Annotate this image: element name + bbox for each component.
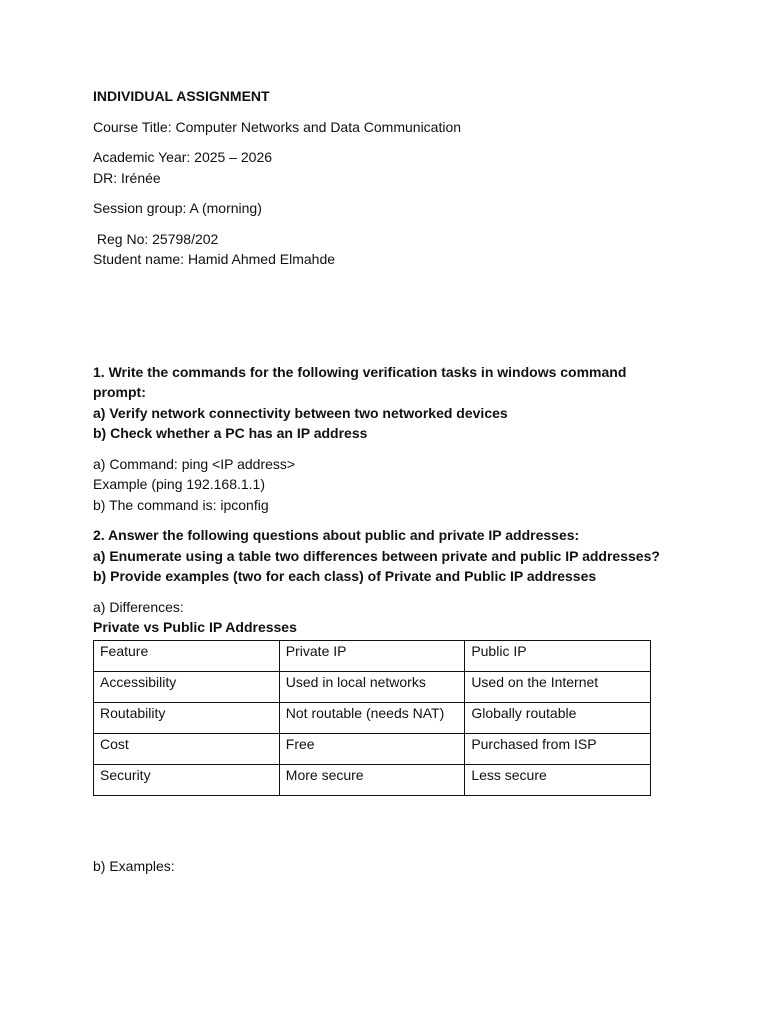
answer-2-examples-label: b) Examples: [93, 857, 175, 874]
answer-1-example: Example (ping 192.168.1.1) [93, 476, 265, 492]
table-row [94, 671, 651, 702]
comparison-table [93, 640, 651, 796]
question-1-prompt: 1. Write the commands for the following verification tasks in windows command prompt: [93, 363, 627, 400]
question-2-part-b: b) Provide examples (two for each class) of Private and Public IP addresses [93, 568, 597, 584]
vertical-spacer [93, 270, 673, 352]
table-cell: Security [94, 764, 280, 795]
question-2-prompt: 2. Answer the following questions about public and private IP addresses: [93, 527, 580, 543]
table-cell: Globally routable [465, 702, 651, 733]
question-1 [93, 362, 673, 444]
course-title: Course Title: Computer Networks and Data Communication [93, 118, 462, 135]
table-cell: Used on the Internet [465, 671, 651, 702]
table-cell: Free [279, 733, 465, 764]
instructor-name: DR: Irénée [93, 169, 161, 186]
document-page [93, 86, 673, 876]
table-cell: Routability [94, 702, 280, 733]
table-cell: Purchased from ISP [465, 733, 651, 764]
table-header-row [94, 640, 651, 671]
session-group: Session group: A (morning) [93, 200, 262, 216]
academic-year: Academic Year: 2025 – 2026 [93, 149, 273, 165]
registration-number: Reg No: 25798/202 [93, 230, 219, 247]
table-cell: Less secure [465, 764, 651, 795]
question-2 [93, 525, 673, 587]
table-header-cell: Private IP [279, 640, 465, 671]
table-cell: More secure [279, 764, 465, 795]
answer-1-command: a) Command: ping <IP address> [93, 455, 296, 472]
table-cell: Not routable (needs NAT) [279, 702, 465, 733]
student-name: Student name: Hamid Ahmed Elmahde [93, 251, 336, 267]
assignment-title: INDIVIDUAL ASSIGNMENT [93, 88, 270, 104]
table-cell: Accessibility [94, 671, 280, 702]
table-row [94, 733, 651, 764]
answer-2-differences-label: a) Differences: [93, 598, 184, 615]
table-cell: Used in local networks [279, 671, 465, 702]
table-cell: Cost [94, 733, 280, 764]
answer-1-part-b: b) The command is: ipconfig [93, 496, 269, 513]
table-header-cell: Feature [94, 640, 280, 671]
question-1-part-a: a) Verify network connectivity between two networked devices [93, 404, 508, 421]
question-1-part-b: b) Check whether a PC has an IP address [93, 425, 368, 441]
table-row [94, 764, 651, 795]
answer-1 [93, 454, 673, 516]
table-row [94, 702, 651, 733]
table-title: Private vs Public IP Addresses [93, 619, 297, 635]
table-header-cell: Public IP [465, 640, 651, 671]
question-2-part-a: a) Enumerate using a table two differences between private and public IP addresses? [93, 547, 660, 564]
